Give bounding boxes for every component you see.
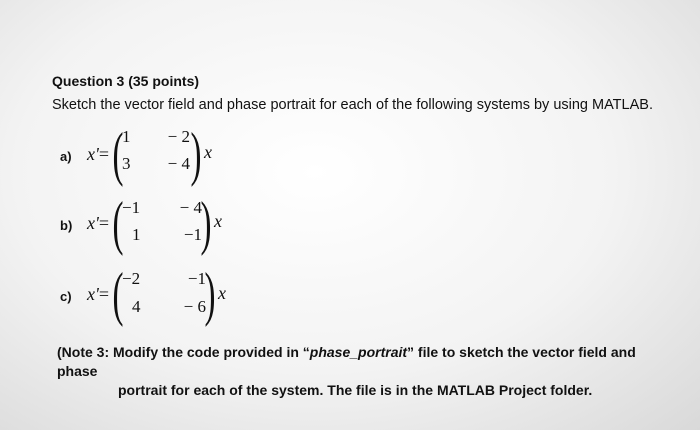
matrix-cell: − 2 xyxy=(167,127,190,146)
system-label: c) xyxy=(60,289,72,304)
system-b xyxy=(60,190,300,262)
matrix-cell: − 6 xyxy=(183,297,206,316)
note-text: (Note 3: Modify the code provided in “phase_portrait” file to sketch the vector field and phase portrait for each of the system. The file is in the MATLAB Project folder. xyxy=(57,343,677,400)
matrix-cell: −1 xyxy=(187,269,206,288)
matrix-cell: −2 xyxy=(122,269,141,288)
matrix-cell: − 4 xyxy=(179,198,202,217)
right-paren: ) xyxy=(204,261,216,327)
matrix-cell: 1 xyxy=(132,225,141,244)
matrix-cell: −1 xyxy=(122,198,141,217)
matrix-cell: − 4 xyxy=(167,154,190,173)
system-c xyxy=(60,261,300,332)
matrix-cell: 3 xyxy=(122,154,131,173)
right-paren: ) xyxy=(200,190,212,256)
vector-x: x xyxy=(218,283,226,303)
system-label: a) xyxy=(60,149,72,164)
system-lhs: x'= xyxy=(87,284,109,304)
system-lhs: x'= xyxy=(87,213,109,233)
question-instruction: Sketch the vector field and phase portrait for each of the following systems by using MATLAB. xyxy=(52,97,653,113)
left-paren: ( xyxy=(112,261,124,327)
matrix-cell: −1 xyxy=(183,225,202,244)
matrix-cell: 1 xyxy=(122,127,131,146)
vector-x: x xyxy=(214,211,222,231)
left-paren: ( xyxy=(112,190,124,256)
note-line-2: portrait for each of the system. The file is in the MATLAB Project folder. xyxy=(118,382,593,398)
matrix-cell: 4 xyxy=(132,297,141,316)
system-a xyxy=(60,121,300,193)
left-paren: ( xyxy=(112,121,124,187)
right-paren: ) xyxy=(190,121,202,187)
vector-x: x xyxy=(204,142,212,162)
note-filename: phase_portrait xyxy=(309,344,408,360)
system-lhs: x'= xyxy=(87,144,109,164)
question-title: Question 3 (35 points) xyxy=(52,73,200,89)
system-label: b) xyxy=(60,218,73,233)
